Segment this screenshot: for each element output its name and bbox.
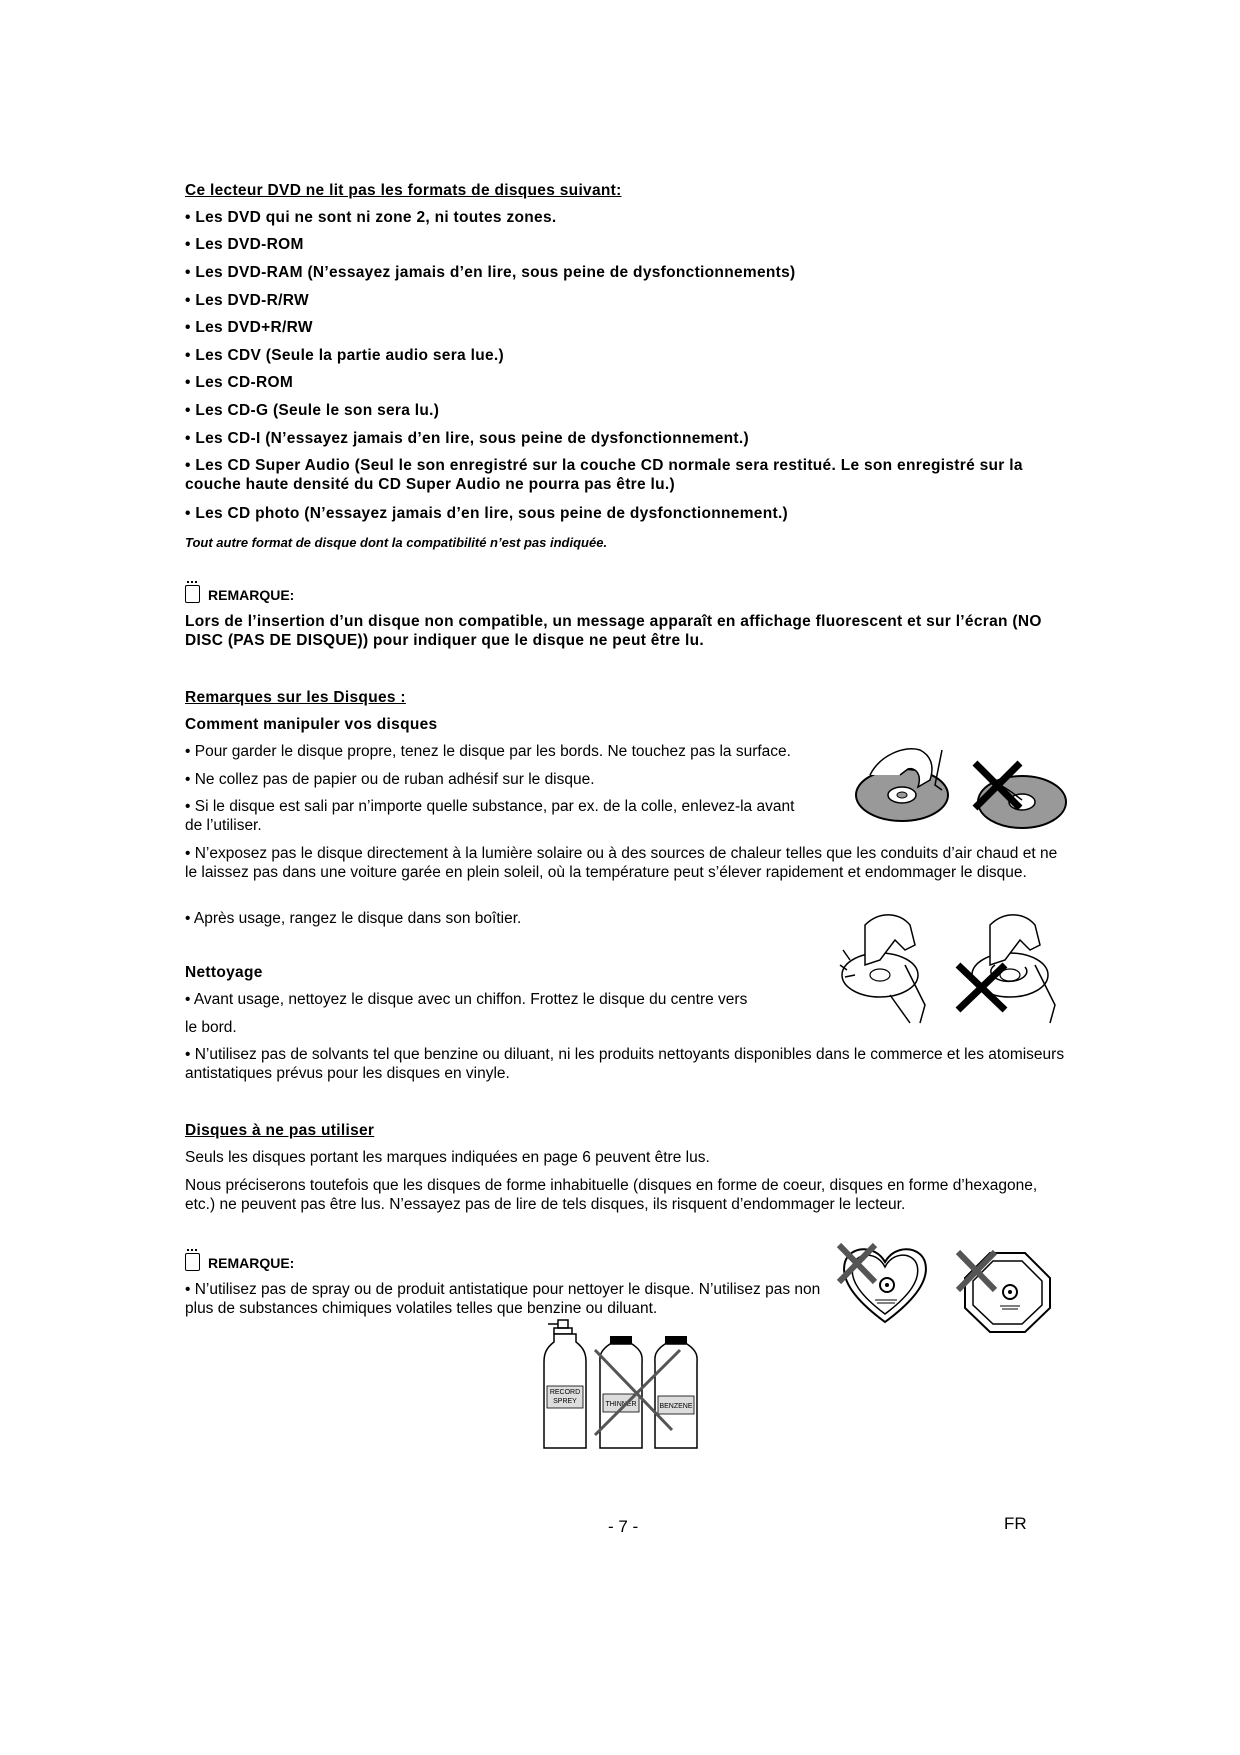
notepad-icon — [185, 585, 200, 603]
page-number: - 7 - — [608, 1517, 639, 1536]
disc-cleaning-circular-forbidden-illustration — [955, 905, 1065, 1030]
spray-label-line2: SPREY — [553, 1398, 577, 1405]
handling-item: • Après usage, rangez le disque dans son boîtier. — [185, 910, 522, 927]
disc-cleaning-radial-illustration — [835, 905, 945, 1030]
unusable-text: Seuls les disques portant les marques indiquées en page 6 peuvent être lus. — [185, 1149, 710, 1166]
thinner-label: THINNER — [605, 1401, 637, 1408]
octagon-disc-forbidden-illustration — [955, 1250, 1055, 1335]
format-item: • Les CD Super Audio (Seul le son enregistré sur la couche CD normale sera restitué. Le son enregistré sur la couche haute densité du CD Super Audio ne pourra pas être lu.) — [185, 457, 1023, 493]
format-item: • Les DVD-ROM — [185, 236, 304, 253]
formats-footnote: Tout autre format de disque dont la compatibilité n’est pas indiquée. — [185, 535, 608, 550]
language-code: FR — [1004, 1514, 1027, 1533]
format-item: • Les CD-I (N’essayez jamais d’en lire, sous peine de dysfonctionnement.) — [185, 430, 749, 447]
note-label: REMARQUE: — [208, 1255, 295, 1271]
cleaning-item: le bord. — [185, 1019, 237, 1036]
note-header — [185, 1253, 294, 1273]
formats-heading: Ce lecteur DVD ne lit pas les formats de disques suivant: — [185, 182, 622, 199]
format-item: • Les DVD+R/RW — [185, 319, 313, 336]
chemical-bottles-forbidden-illustration — [540, 1320, 710, 1450]
handling-heading: Comment manipuler vos disques — [185, 716, 438, 733]
note-text: • N’utilisez pas de spray ou de produit antistatique pour nettoyer le disque. N’utilisez pas non plus de substances chimiques volatiles telles que benzine ou diluant. — [185, 1281, 821, 1317]
note-header — [185, 585, 294, 605]
cleaning-item: • N’utilisez pas de solvants tel que benzine ou diluant, ni les produits nettoyants disponibles dans le commerce et les atomiseurs antistatiques prévus pour les disques en vinyle. — [185, 1046, 1065, 1082]
cleaning-heading: Nettoyage — [185, 964, 263, 981]
disc-surface-touch-forbidden-illustration — [970, 760, 1070, 835]
handling-item: • Pour garder le disque propre, tenez le disque par les bords. Ne touchez pas la surface. — [185, 743, 791, 760]
benzene-label: BENZENE — [659, 1403, 693, 1410]
record-spray-bottle — [544, 1320, 586, 1448]
note-text: Lors de l’insertion d’un disque non compatible, un message apparaît en affichage fluorescent et sur l’écran (NO DISC (PAS DE DISQUE)) pour indiquer que le disque ne peut être lu. — [185, 613, 1042, 649]
format-item: • Les CD photo (N’essayez jamais d’en lire, sous peine de dysfonctionnement.) — [185, 505, 789, 522]
disc-held-by-edges-illustration — [850, 745, 960, 825]
handling-item: • Si le disque est sali par n’importe quelle substance, par ex. de la colle, enlevez-la avant de l’utiliser. — [185, 798, 795, 834]
format-item: • Les DVD-RAM (N’essayez jamais d’en lire, sous peine de dysfonctionnements) — [185, 264, 796, 281]
note-label: REMARQUE: — [208, 587, 295, 603]
spray-label-line1: RECORD — [549, 1389, 581, 1396]
format-item: • Les CD-ROM — [185, 374, 294, 391]
format-item: • Les DVD qui ne sont ni zone 2, ni toutes zones. — [185, 209, 557, 226]
format-item: • Les CD-G (Seule le son sera lu.) — [185, 402, 440, 419]
unusable-text: Nous préciserons toutefois que les disques de forme inhabituelle (disques en forme de coeur, disques en forme d’hexagone, etc.) ne peuvent pas être lus. N’essayez pas de lire de tels disques, ils risquent d’endommager le lecteur. — [185, 1177, 1038, 1213]
handling-item: • N’exposez pas le disque directement à la lumière solaire ou à des sources de chaleur telles que les conduits d’air chaud et ne le laissez pas dans une voiture garée en plein soleil, où la température peut s’élever rapidement et endommager le disque. — [185, 845, 1058, 881]
notepad-icon — [185, 1253, 200, 1271]
unusable-heading: Disques à ne pas utiliser — [185, 1122, 375, 1139]
format-item: • Les CDV (Seule la partie audio sera lue.) — [185, 347, 504, 364]
cleaning-item: • Avant usage, nettoyez le disque avec un chiffon. Frottez le disque du centre vers — [185, 991, 748, 1008]
disc-notes-heading: Remarques sur les Disques : — [185, 689, 406, 706]
handling-item: • Ne collez pas de papier ou de ruban adhésif sur le disque. — [185, 771, 595, 788]
heart-disc-forbidden-illustration — [835, 1240, 935, 1330]
format-item: • Les DVD-R/RW — [185, 292, 309, 309]
